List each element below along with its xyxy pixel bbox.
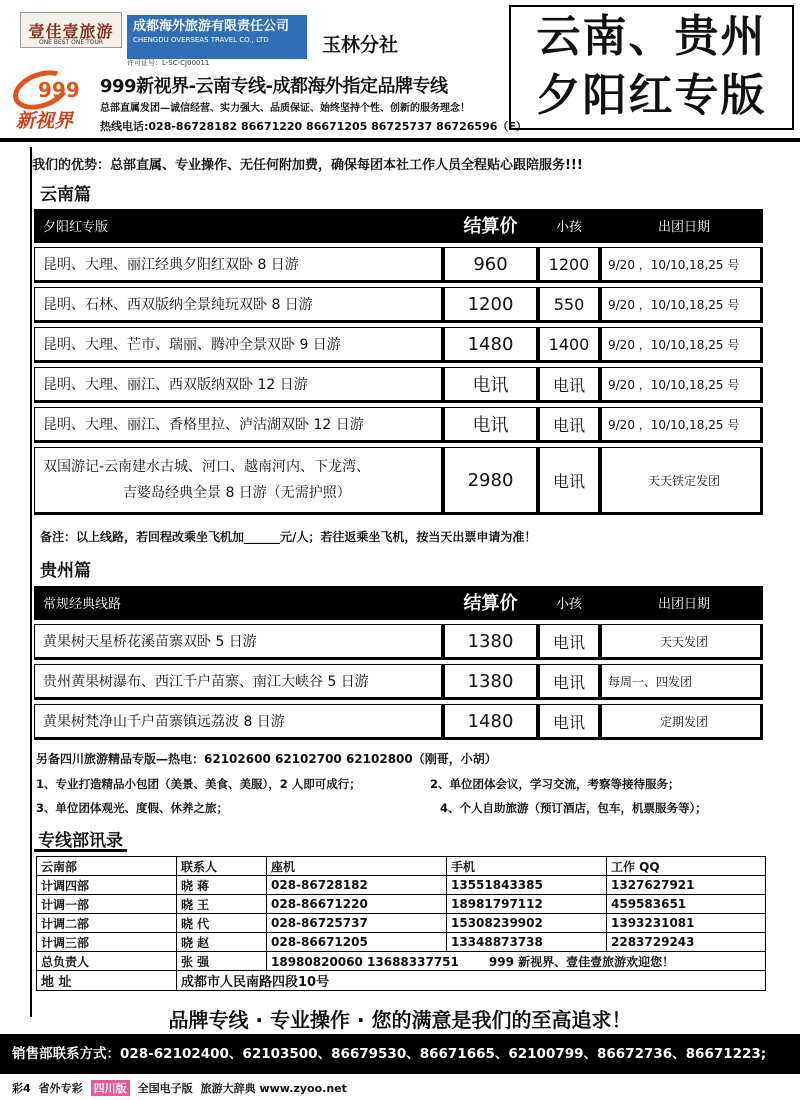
col-child: 小孩 [539,209,601,243]
departure-date: 9/20 ，10/10,18,25 号 [601,247,763,283]
landline: 028-86671220 [267,895,447,914]
child-price: 1400 [539,327,601,363]
col-route: 常规经典线路 [34,586,444,620]
table-row [34,327,763,363]
child-price: 电讯 [539,664,601,700]
price: 电讯 [444,407,539,443]
title-box [509,5,794,130]
table-row [37,914,766,933]
table-row [34,664,763,700]
chief-info [267,952,766,971]
directory-table [36,856,766,991]
departure-date: 每周一、四发团 [601,664,763,700]
col-contact: 联系人 [177,857,267,876]
section-label: 省外专彩 [38,1082,83,1095]
table-row [34,624,763,660]
col-dept: 云南部 [37,857,177,876]
slogan: 品牌专线 · 专业操作 · 您的满意是我们的至高追求！ [168,1008,632,1032]
header-rule [0,138,800,142]
price: 电讯 [444,367,539,403]
chief-phones: 18980820060 13688337751 [271,954,459,969]
child-price: 电讯 [539,447,601,515]
qq: 1393231081 [607,914,766,933]
service-motto: 总部直属发团—诚信经营、实力强大、品质保证、始终坚持个性、创新的服务理念！ [100,103,470,114]
contact: 晓 蒋 [177,876,267,895]
col-price: 结算价 [444,586,539,620]
qq: 2283729243 [607,933,766,952]
logo-number: 999 [38,78,80,102]
child-price: 电讯 [539,407,601,443]
yijiayi-logo-text: 壹佳壹旅游 [28,21,114,41]
page-number: 彩4 [12,1082,31,1095]
mobile: 15308239902 [447,914,607,933]
route [34,447,444,515]
table-row [34,704,763,740]
chief-name: 张 强 [177,952,267,971]
route: 昆明、石林、西双版纳全景纯玩双卧 8 日游 [34,287,444,323]
landline: 028-86671205 [267,933,447,952]
child-price: 电讯 [539,367,601,403]
col-landline: 座机 [267,857,447,876]
header [0,0,800,140]
table-header [34,586,763,620]
sichuan-hotline: 另备四川旅游精品专版—热电：62102600 62102700 62102800（刚哥，小胡） [36,752,497,766]
table-row [37,933,766,952]
col-qq: 工作 QQ [607,857,766,876]
table-row [37,971,766,991]
mobile: 13348873738 [447,933,607,952]
qq: 459583651 [607,895,766,914]
departure-date: 定期发团 [601,704,763,740]
welcome-message: 999 新视界、壹佳壹旅游欢迎您！ [488,954,675,969]
landline: 028-86725737 [267,914,447,933]
table-header [34,209,763,243]
child-price: 1200 [539,247,601,283]
service-3: 3、单位团体观光、度假、休养之旅； [36,801,228,815]
dept: 计调三部 [37,933,177,952]
advantage-statement: 我们的优势：总部直属、专业操作、无任何附加费，确保每团本社工作人员全程贴心跟陪服务!!! [32,158,583,173]
directory-title: 专线部讯录 [34,826,127,852]
table-row [34,367,763,403]
licence-number: 许可证号：L-SC-CJ00011 [127,59,210,67]
col-mobile: 手机 [447,857,607,876]
col-route: 夕阳红专版 [34,209,444,243]
chief-label: 总负责人 [37,952,177,971]
footer [12,1080,347,1096]
mobile: 13551843385 [447,876,607,895]
route: 昆明、大理、丽江、西双版纳双卧 12 日游 [34,367,444,403]
table-row [34,447,763,515]
address: 成都市人民南路四段10号 [177,971,766,991]
departure-date: 9/20 ，10/10,18,25 号 [601,327,763,363]
table-row [34,247,763,283]
price: 1380 [444,624,539,660]
table-row [34,407,763,443]
xinshijie-logo [8,70,96,132]
route: 黄果树梵净山千户苗寨镇远荔波 8 日游 [34,704,444,740]
qq: 1327627921 [607,876,766,895]
contact: 晓 代 [177,914,267,933]
price: 2980 [444,447,539,515]
sales-contact-bar: 销售部联系方式：028-62102400、62103500、86679530、86671665、62100799、86672736、86671223; [0,1034,800,1074]
price: 1480 [444,704,539,740]
route: 贵州黄果树瀑布、西江千户苗寨、南江大峡谷 5 日游 [34,664,444,700]
website-label: 旅游大辞典 www.zyoo.net [200,1082,347,1095]
section-yunnan: 云南篇 [40,185,91,205]
title-line-1: 云南、贵州 [536,11,767,62]
col-date: 出团日期 [601,586,763,620]
contact: 晓 赵 [177,933,267,952]
section-guizhou: 贵州篇 [40,561,91,581]
service-1: 1、专业打造精品小包团（美景、美食、美服），2 人即可成行； [36,777,361,791]
edition-badge: 四川版 [91,1080,130,1096]
branch-name: 玉林分社 [322,34,399,56]
dept: 计调四部 [37,876,177,895]
col-price: 结算价 [444,209,539,243]
dept: 计调二部 [37,914,177,933]
chengdu-overseas-logo [127,15,307,59]
table-row [34,287,763,323]
departure-date: 天天发团 [601,624,763,660]
route: 黄果树天星桥花溪苗寨双卧 5 日游 [34,624,444,660]
company-name-cn: 成都海外旅游有限责任公司 [133,19,290,34]
remark: 备注：以上线路，若回程改乘坐飞机加______元/人；若往返乘坐飞机，按当天出票申请为准！ [40,530,537,544]
contact: 晓 王 [177,895,267,914]
guizhou-table [34,582,763,744]
departure-date: 9/20 ，10/10,18,25 号 [601,367,763,403]
route: 昆明、大理、丽江经典夕阳红双卧 8 日游 [34,247,444,283]
child-price: 电讯 [539,704,601,740]
col-date: 出团日期 [601,209,763,243]
price: 960 [444,247,539,283]
service-4: 4、个人自助旅游（预订酒店，包车，机票服务等）； [440,801,707,815]
child-price: 550 [539,287,601,323]
landline: 028-86728182 [267,876,447,895]
edition-label: 全国电子版 [137,1082,193,1095]
company-name-en: CHENGDU OVERSEAS TRAVEL CO., LTD [133,36,269,44]
tagline: 999新视界-云南专线-成都海外指定品牌专线 [100,76,448,97]
yijiayi-logo-en: ONE BEST ONE TOUR [38,39,104,46]
table-row [37,895,766,914]
service-2: 2、单位团体会议，学习交流，考察等接待服务； [430,777,680,791]
mobile: 18981797112 [447,895,607,914]
route-line-1: 双国游记-云南建水古城、河口、越南河内、下龙湾、 [43,459,371,475]
title-line-2: 夕阳红专版 [536,70,767,121]
route: 昆明、大理、芒市、瑞丽、腾冲全景双卧 9 日游 [34,327,444,363]
logo-text: 新视界 [16,110,74,132]
price: 1480 [444,327,539,363]
address-label: 地 址 [37,971,177,991]
col-child: 小孩 [539,586,601,620]
yijiayi-logo [20,12,122,48]
departure-date: 天天铁定发团 [601,447,763,515]
price: 1380 [444,664,539,700]
table-header [37,857,766,876]
hotline: 热线电话:028-86728182 86671220 86671205 86725737 86726596（F） [100,120,527,133]
price: 1200 [444,287,539,323]
child-price: 电讯 [539,624,601,660]
departure-date: 9/20 ，10/10,18,25 号 [601,407,763,443]
route-line-2: 吉婆岛经典全景 8 日游（无需护照） [123,485,351,501]
departure-date: 9/20 ，10/10,18,25 号 [601,287,763,323]
table-row [37,952,766,971]
table-row [37,876,766,895]
yunnan-table [34,205,763,519]
route: 昆明、大理、丽江、香格里拉、泸沽湖双卧 12 日游 [34,407,444,443]
dept: 计调一部 [37,895,177,914]
